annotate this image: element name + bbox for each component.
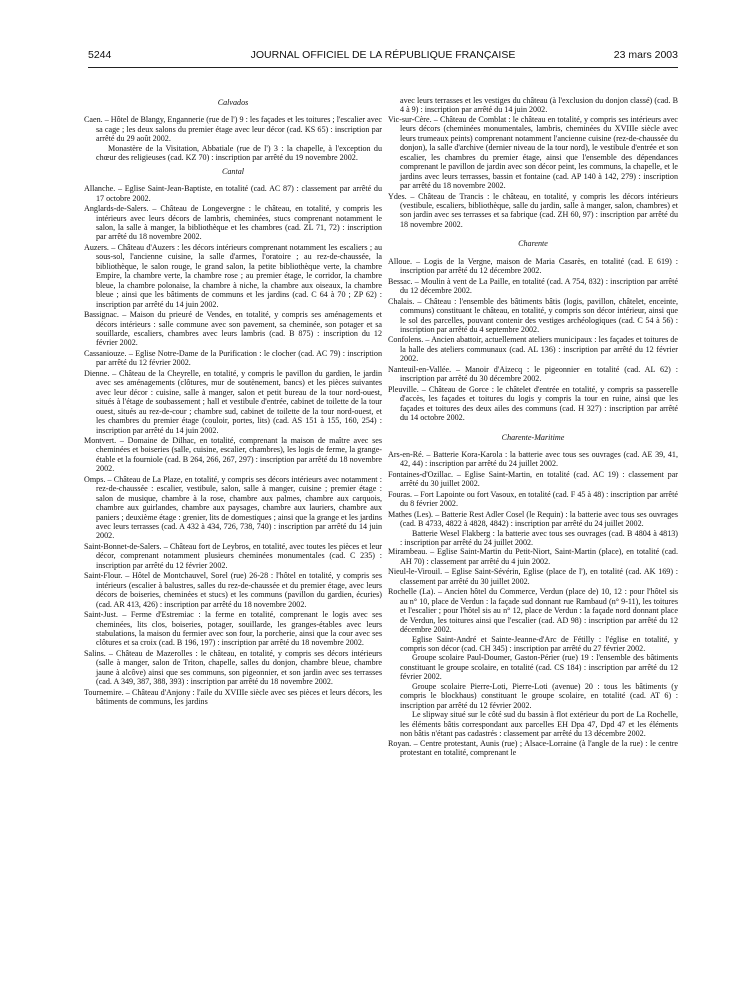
issue-date: 23 mars 2003 (613, 49, 678, 61)
list-item: Vic-sur-Cère. – Château de Comblat : le château en totalité, y compris ses intérieurs avec leurs décors (cheminées monumentales, lambris, cheminées du XVIIIe siècle avec leurs trumeaux peints) comprenant notamment l'ancienne cuisine (rez-de-chaussée du donjon), la salle d'archive (dernier niveau de la tour nord), le vestibule d'entrée et son escalier, les chambres du premier étage, ainsi que l'ensemble des dépendances comprenant le pavillon de jardin avec son décor peint, les communs, la chapelle, et le jardins avec leurs terrasses, bassin et fontaine (cad. AP 140 à 142, 279) : inscription par arrêté du 18 novembre 2002. (388, 114, 678, 191)
section-heading-calvados: Calvados (217, 98, 249, 107)
section-heading-charente: Charente (518, 239, 548, 249)
list-item: Confolens. – Ancien abattoir, actuellement ateliers municipaux : les façades et toitures de la halle des ateliers communaux (cad. AL 136) : inscription par arrêté du 12 février 2002. (388, 335, 678, 364)
list-item: Tournemire. – Château d'Anjony : l'aile du XVIIIe siècle avec ses pièces et leurs décors, les bâtiments de communs, les jardins (84, 687, 382, 707)
list-item: Groupe scolaire Paul-Doumer, Gaston-Périer (rue) 19 : l'ensemble des bâtiments constituant le groupe scolaire, en totalité (cad. CS 184) : inscription par arrêté du 12 février 2002. (400, 653, 678, 682)
list-item: Fontaines-d'Ozillac. – Eglise Saint-Martin, en totalité (cad. AC 19) : classement par arrêté du 30 juillet 2002. (388, 469, 678, 489)
list-item: Caen. – Hôtel de Blangy, Engannerie (rue de l') 9 : les façades et les toitures ; l'escalier avec sa cage ; les deux salons du premier étage avec leur décor (cad. KS 65) : inscription par arrêté du 29 août 2002. (84, 115, 382, 144)
list-item: Nieul-le-Virouil. – Eglise Saint-Sévérin, Eglise (place de l'), en totalité (cad. AK 169) : classement par arrêté du 30 juillet 2002. (388, 567, 678, 586)
list-item: Dienne. – Château de la Cheyrelle, en totalité, y compris le pavillon du gardien, le jardin avec ses aménagements (clôtures, mur de soutènement, bancs) et les pièces suivantes avec leur décor : cuisine, salle à manger, salon et petit bureau de la tour nord-ouest, situés à l'étage de soubassement ; hall et vestibule d'entrée, cabinet de toilette de la tour ouest, situés au rez-de-cour ; chambre sud, cabinet de toilette de la tour nord-ouest, et les chambres du premier étage (couloir, portes, lits) (cad. AS 151 à 155, 160, 254) : inscription par arrêté du 14 juin 2002. (84, 368, 382, 435)
header-rule (88, 67, 678, 68)
list-item: Saint-Just. – Ferme d'Estremiac : la ferme en totalité, comprenant le logis avec ses cheminées, lits clos, boiseries, potager, souillarde, les granges-étables avec leurs stabulations, la maison du fermier avec son four, la porcherie, ainsi que la cour avec ses clôtures et sa croix (cad. B 196, 197) : inscription par arrêté du 18 novembre 2002. (84, 610, 382, 648)
list-item: Fouras. – Fort Lapointe ou fort Vasoux, en totalité (cad. F 45 à 48) : inscription par arrêté du 8 février 2002. (388, 489, 678, 509)
list-item: Eglise Saint-André et Sainte-Jeanne-d'Arc de Fétilly : l'église en totalité, y compris son décor (cad. CH 345) : inscription par arrêté du 27 février 2002. (400, 634, 678, 654)
list-item: Allanche. – Eglise Saint-Jean-Baptiste, en totalité (cad. AC 87) : classement par arrêté du 17 octobre 2002. (84, 184, 382, 203)
list-item: Rochelle (La). – Ancien hôtel du Commerce, Verdun (place de) 10, 12 : pour l'hôtel sis au n° 10, place de Verdun : la façade sud donnant rue Rambaud (n° 9-11), les toitures et l'escalier ; pour l'hôtel sis au n° 12, place de Verdun : la façade nord donnant place de Verdun, les toitures ainsi que l'escalier (cad. AD 98) : inscription par arrêté du 12 décembre 2002. (388, 587, 678, 635)
list-item: Pleuville. – Château de Gorce : le châtelet d'entrée en totalité, y compris sa passerelle d'accès, les façades et toitures du logis y compris la tour en ruine, ainsi que les façades et toitures des deux ailes des communs (cad. H 327) : inscription par arrêté du 14 octobre 2002. (388, 384, 678, 423)
list-item: Salins. – Château de Mazerolles : le château, en totalité, y compris ses décors intérieurs (salle à manger, salon de Triton, chapelle, salles du donjon, chambre bleue, chambre jaune à alcôve) ainsi que ses communs, son pigeonnier, et son jardin avec ses terrasses (cad. A 349, 387, 388, 393) : inscription par arrêté du 18 novembre 2002. (84, 648, 382, 687)
page-number: 5244 (88, 49, 112, 61)
section-heading-cantal: Cantal (221, 166, 245, 176)
right-column (388, 96, 678, 757)
journal-title: JOURNAL OFFICIEL DE LA RÉPUBLIQUE FRANÇAISE (250, 49, 516, 61)
list-item: Le slipway situé sur le côté sud du bassin à flot extérieur du port de La Rochelle, les éléments bâtis correspondant aux parcelles EH Dpa 47, Dpd 47 et les éléments non bâtis n'étant pas cadastrés : classement par arrêté du 13 décembre 2002. (400, 710, 678, 739)
list-item: Saint-Bonnet-de-Salers. – Château fort de Leybros, en totalité, avec toutes les pièces et leur décor, comprenant notamment plusieurs cheminées monumentales (cad. C 235) : inscription par arrêté du 12 février 2002. (84, 541, 382, 570)
list-item: Bassignac. – Maison du prieuré de Vendes, en totalité, y compris ses aménagements et décors intérieurs : salle commune avec son pavement, sa cheminée, son potager et sa souillarde, escaliers, chambres avec leurs lambris (cad. B 875) : inscription du 12 février 2002. (84, 310, 382, 348)
list-item: Alloue. – Logis de la Vergne, maison de Maria Casarès, en totalité (cad. E 619) : inscription par arrêté du 12 décembre 2002. (388, 256, 678, 276)
list-item: Ars-en-Ré. – Batterie Kora-Karola : la batterie avec tous ses ouvrages (cad. AE 39, 41, 42, 44) : inscription par arrêté du 24 juillet 2002. (388, 449, 678, 469)
list-item: Auzers. – Château d'Auzers : les décors intérieurs comprenant notamment les escaliers ; au sous-sol, l'ancienne cuisine, la salle d'armes, l'oratoire ; au rez-de-chaussée, la bibliothèque, le salon rouge, le grand salon, la petite bibliothèque verte, la chambre Empire, la chambre verte, la chambre rose ; au premier étage, le corridor, la chambre bleue, la chambre polonaise, la chambre à niche, la chambre aux oiseaux, la chambre bleue ; ainsi que les bâtiments de communs et les jardins (cad. C 64 à 70 ; ZP 62) : inscription par arrêté du 14 juin 2002. (84, 242, 382, 309)
list-item: Bessac. – Moulin à vent de La Paille, en totalité (cad. A 754, 832) : inscription par arrêté du 12 décembre 2002. (388, 276, 678, 296)
left-column (84, 98, 382, 707)
list-item: Nanteuil-en-Vallée. – Manoir d'Aizecq : le pigeonnier en totalité (cad. AL 62) : inscription par arrêté du 30 décembre 2002. (388, 364, 678, 384)
list-item: Anglards-de-Salers. – Château de Longevergne : le château, en totalité, y compris les intérieurs avec leurs décors de lambris, cheminées, stucs comprenant notamment le salon, la salle à manger, la bibliothèque et les chambres (cad. ZL 71, 72) : inscription par arrêté du 18 novembre 2002. (84, 204, 382, 242)
list-item: Ydes. – Château de Trancis : le château, en totalité, y compris les décors intérieurs (vestibule, escaliers, bibliothèque, salle du jardin, salle à manger, salon, chambres) et son jardin avec ses terrasses et sa fabrique (cad. ZH 60, 97) : inscription par arrêté du 18 novembre 2002. (388, 191, 678, 229)
list-item: Mirambeau. – Eglise Saint-Martin du Petit-Niort, Saint-Martin (place), en totalité (cad. AH 70) : classement par arrêté du 4 juin 2002. (388, 547, 678, 566)
list-item: Batterie Wesel Flakberg : la batterie avec tous ses ouvrages (cad. B 4804 à 4813) : inscription par arrêté du 24 juillet 2002. (400, 528, 678, 548)
list-item: Royan. – Centre protestant, Aunis (rue) ; Alsace-Lorraine (à l'angle de la rue) : le centre protestant en totalité, comprenant le (388, 738, 678, 757)
list-item: Saint-Flour. – Hôtel de Montchauvel, Sorel (rue) 26-28 : l'hôtel en totalité, y compris ses intérieurs (escalier à balustres, salles du rez-de-chaussée et du premier étage, avec leurs décors de boiseries, cheminées et stucs) et les communs (pavillon du gardien, écuries) (cad. AR 413, 426) : inscription par arrêté du 18 novembre 2002. (84, 571, 382, 609)
section-heading-charente-maritime: Charente-Maritime (501, 432, 565, 442)
page-header (88, 49, 678, 65)
list-item: Cassaniouze. – Eglise Notre-Dame de la Purification : le clocher (cad. AC 79) : inscription par arrêté du 12 février 2002. (84, 348, 382, 368)
continuation-text: avec leurs terrasses et les vestiges du château (à l'exclusion du donjon classé) (cad. B 4 à 9) : inscription par arrêté du 14 juin 2002. (400, 96, 678, 115)
list-item: Mathes (Les). – Batterie Rest Adler Cosel (le Requin) : la batterie avec tous ses ouvrages (cad. B 4733, 4822 à 4828, 4842) : inscription par arrêté du 24 juillet 2002. (388, 509, 678, 529)
list-item: Groupe scolaire Pierre-Loti, Pierre-Loti (avenue) 20 : tous les bâtiments (y compris le blockhaus) constituant le groupe scolaire, en totalité (cad. AT 6) : inscription par arrêté du 12 février 2002. (400, 681, 678, 710)
list-item: Omps. – Château de La Plaze, en totalité, y compris ses décors intérieurs avec notamment : rez-de-chaussée : escalier, vestibule, salon, salle à manger, cuisine ; premier étage : salon de musique, chambre à la rose, chambre aux palmes, chambre aux carquois, chambre aux guirlandes, chambre aux paysages, chambre aux lauriers, chambre aux paniers ; deuxième étage : grenier, lits de domestiques ; ainsi que la grange et les jardins avec leurs terrasses (cad. A 432 à 434, 726, 738, 740) : inscription par arrêté du 14 juin 2002. (84, 474, 382, 541)
list-item: Chalais. – Château : l'ensemble des bâtiments bâtis (logis, pavillon, châtelet, enceinte, communs) constituant le château, en totalité, y compris son décor intérieur, ainsi que le sol des parcelles, pouvant contenir des vestiges archéologiques (cad. C 54 à 56) : inscription par arrêté du 4 septembre 2002. (388, 296, 678, 334)
list-item: Montvert. – Domaine de Dilhac, en totalité, comprenant la maison de maître avec ses cheminées et boiseries (salle, cuisine, escalier, chambres), les logis de ferme, la grange-étable et la fourniole (cad. B 264, 266, 267, 297) : inscription par arrêté du 18 novembre 2002. (84, 435, 382, 474)
list-item: Monastère de la Visitation, Abbatiale (rue de l') 3 : la chapelle, à l'exception du chœur des religieuses (cad. KZ 70) : inscription par arrêté du 19 novembre 2002. (96, 143, 382, 163)
